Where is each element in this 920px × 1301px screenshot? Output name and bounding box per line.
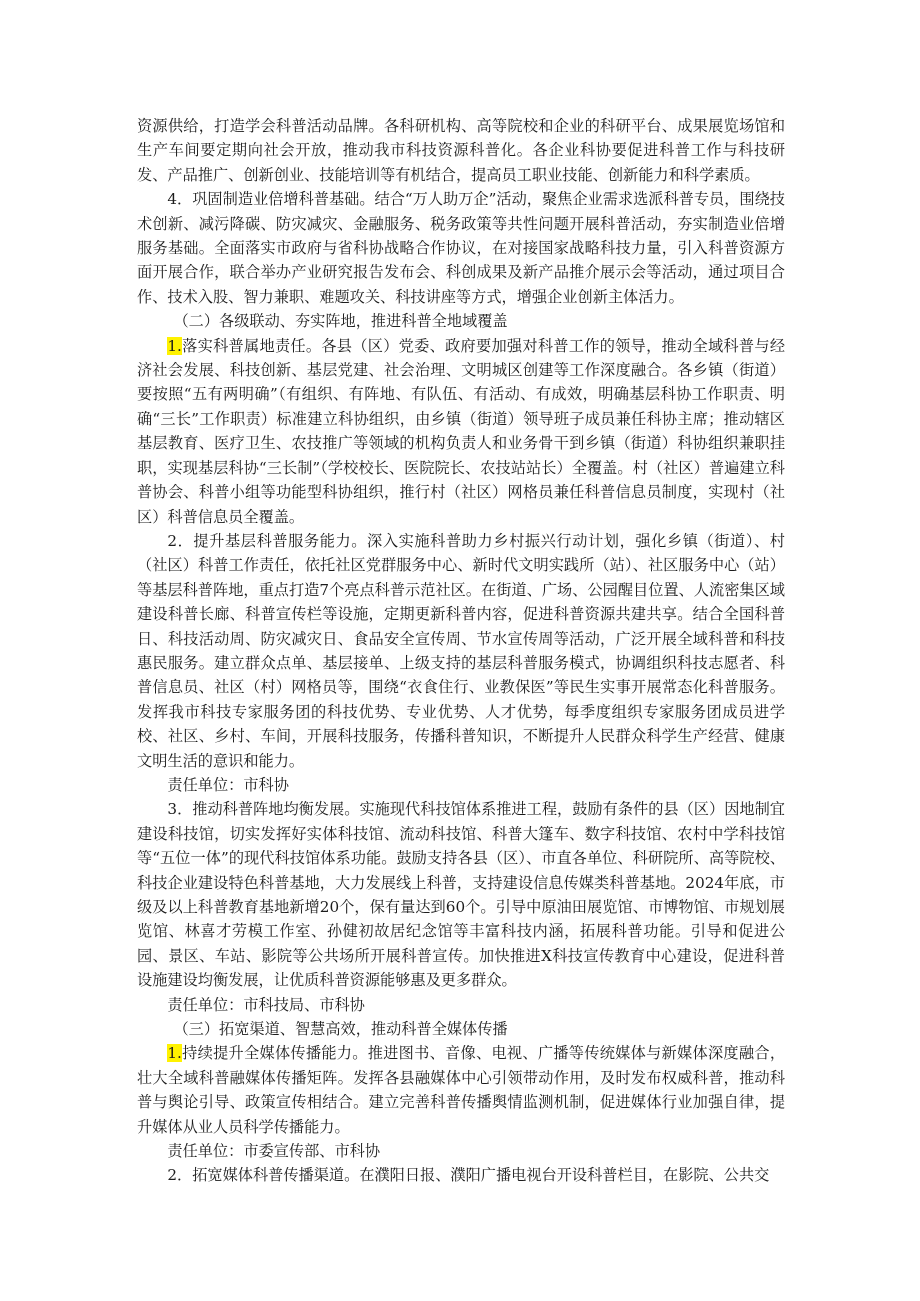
paragraph-item-1-highlighted <box>137 334 785 529</box>
responsible-unit: 责任单位：市委宣传部、市科协 <box>167 1142 381 1161</box>
responsible-unit: 责任单位：市科技局、市科协 <box>167 995 365 1014</box>
highlighted-number: 1. <box>167 1044 182 1063</box>
paragraph-item-3: 3．推动科普阵地均衡发展。实施现代科技馆体系推进工程，鼓励有条件的县（区）因地制宜建设科技馆，切实发挥好实体科技馆、流动科技馆、科普大篷车、数字科技馆、农村中学科技馆等“五位一体”的现代科技馆体系功能。鼓励支持各县（区）、市直各单位、科研院所、高等院校、科技企业建设特色科普基地，大力发展线上科普，支持建设信息传媒类科普基地。2024年底，市级及以上科普教育基地新增20个，保有量达到60个。引导中原油田展览馆、市博物馆、市规划展览馆、林喜才劳模工作室、孙健初故居纪念馆等丰富科技内涵，拓展科普功能。引导和促进公园、景区、车站、影院等公共场所开展科普宣传。加快推进X科技宣传教育中心建设，促进科普设施建设均衡发展，让优质科普资源能够惠及更多群众。 <box>137 800 785 990</box>
section-heading-3: （三）拓宽渠道、智慧高效，推动科普全媒体传播 <box>173 1020 508 1039</box>
section-heading-2: （二）各级联动、夯实阵地，推进科普全地域覆盖 <box>173 312 508 331</box>
paragraph-item-2: 2．拓宽媒体科普传播渠道。在濮阳日报、濮阳广播电视台开设科普栏目，在影院、公共交 <box>167 1166 770 1185</box>
responsible-unit: 责任单位：市科协 <box>167 775 289 794</box>
document-body <box>137 114 785 1188</box>
paragraph-item-1-highlighted <box>137 1041 785 1139</box>
paragraph-item-2: 2．提升基层科普服务能力。深入实施科普助力乡村振兴行动计划，强化乡镇（街道）、村（社区）科普工作责任，依托社区党群服务中心、新时代文明实践所（站）、社区服务中心（站）等基层科普阵地，重点打造7个亮点科普示范社区。在街道、广场、公园醒目位置、人流密集区域建设科普长廊、科普宣传栏等设施，定期更新科普内容，促进科普资源共建共享。结合全国科普日、科技活动周、防灾减灾日、食品安全宣传周、节水宣传周等活动，广泛开展全域科普和科技惠民服务。建立群众点单、基层接单、上级支持的基层科普服务模式，协调组织科技志愿者、科普信息员、社区（村）网格员等，围绕“衣食住行、业教保医”等民生实事开展常态化科普服务。发挥我市科技专家服务团的科技优势、专业优势、人才优势，每季度组织专家服务团成员进学校、社区、乡村、车间，开展科技服务，传播科普知识，不断提升人民群众科学生产经营、健康文明生活的意识和能力。 <box>137 531 785 770</box>
paragraph-text: 落实科普属地责任。各县（区）党委、政府要加强对科普工作的领导，推动全域科普与经济社会发展、科技创新、基层党建、社会治理、文明城区创建等工作深度融合。各乡镇（街道）要按照“五有两明确”（有组织、有阵地、有队伍、有活动、有成效，明确基层科协工作职责、明确“三长”工作职责）标准建立科协组织，由乡镇（街道）领导班子成员兼任科协主席；推动辖区基层教育、医疗卫生、农技推广等领域的机构负责人和业务骨干到乡镇（街道）科协组织兼职挂职，实现基层科协“三长制”（学校校长、医院院长、农技站站长）全覆盖。村（社区）普遍建立科普协会、科普小组等功能型科协组织，推行村（社区）网格员兼任科普信息员制度，实现村（社区）科普信息员全覆盖。 <box>137 336 785 526</box>
paragraph-text: 持续提升全媒体传播能力。推进图书、音像、电视、广播等传统媒体与新媒体深度融合，壮大全域科普融媒体传播矩阵。发挥各县融媒体中心引领带动作用，及时发布权威科普，推动科普与舆论引导、政策宣传相结合。建立完善科普传播舆情监测机制，促进媒体行业加强自律，提升媒体从业人员科学传播能力。 <box>137 1044 785 1136</box>
highlighted-number: 1. <box>167 336 182 355</box>
paragraph-continuation: 资源供给，打造学会科普活动品牌。各科研机构、高等院校和企业的科研平台、成果展览场馆和生产车间要定期向社会开放，推动我市科技资源科普化。各企业科协要促进科普工作与科技研发、产品推广、创新创业、技能培训等有机结合，提高员工职业技能、创新能力和科学素质。 <box>137 117 785 184</box>
paragraph-item-4: 4．巩固制造业倍增科普基础。结合“万人助万企”活动，聚焦企业需求选派科普专员，围绕技术创新、减污降碳、防灾减灾、金融服务、税务政策等共性问题开展科普活动，夯实制造业倍增服务基础。全面落实市政府与省科协战略合作协议，在对接国家战略科技力量，引入科普资源方面开展合作，联合举办产业研究报告发布会、科创成果及新产品推介展示会等活动，通过项目合作、技术入股、智力兼职、难题攻关、科技讲座等方式，增强企业创新主体活力。 <box>137 190 785 306</box>
